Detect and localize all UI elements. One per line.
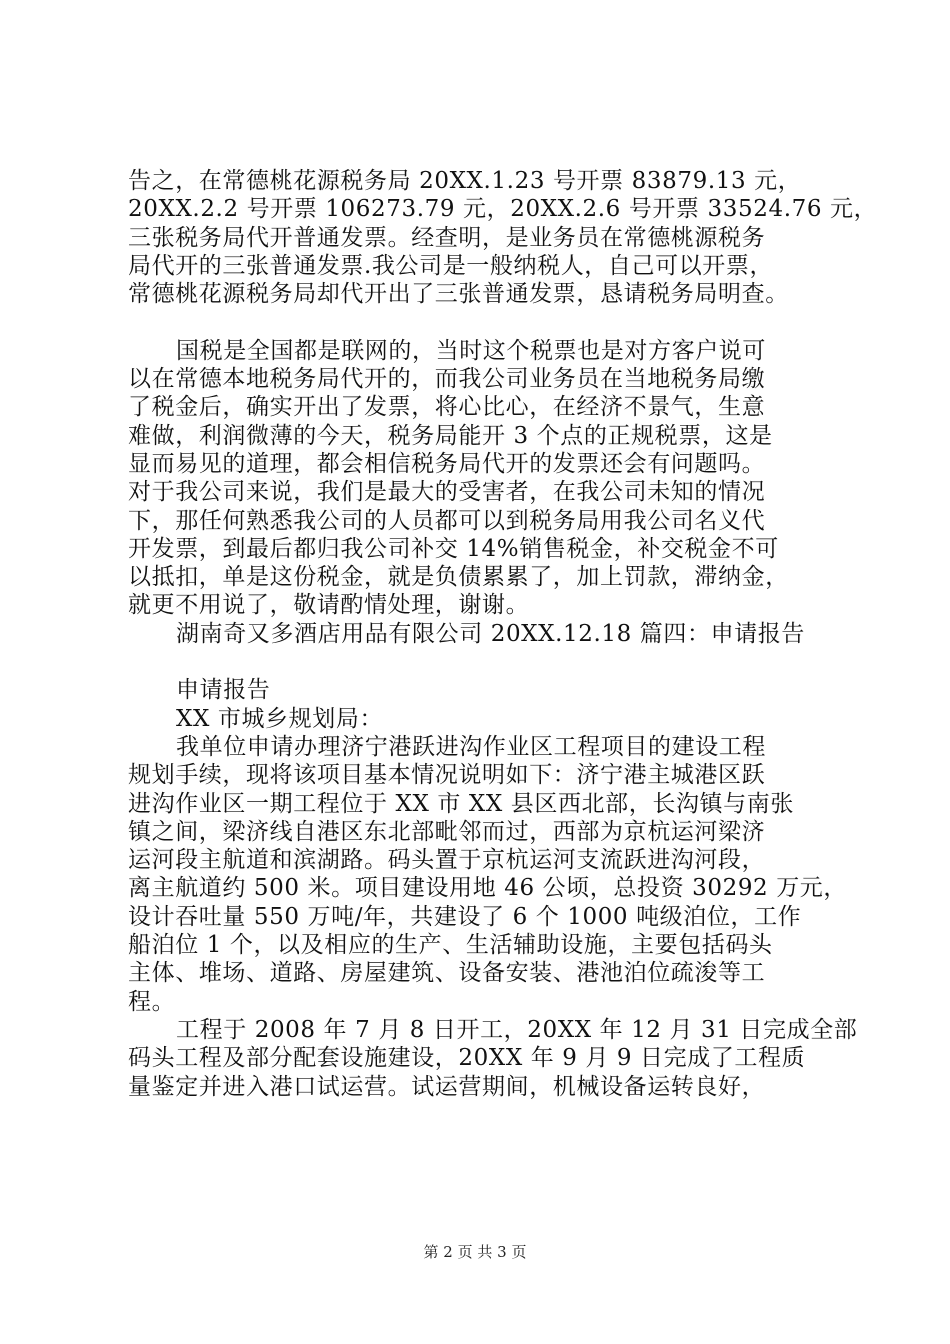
text-line: 运河段主航道和滨湖路。码头置于京杭运河支流跃进沟河段， (128, 847, 766, 874)
text-line: 以抵扣，单是这份税金，就是负债累累了，加上罚款，滞纳金， (128, 564, 789, 591)
text-line: 工程于 2008 年 7 月 8 日开工，20XX 年 12 月 31 日完成全部 (176, 1016, 858, 1043)
text-line: 程。 (128, 988, 176, 1015)
paragraph-national-tax (128, 337, 848, 620)
signature-line: 湖南奇又多酒店用品有限公司 20XX.12.18 篇四：申请报告 (176, 620, 805, 647)
text-line: 码头工程及部分配套设施建设，20XX 年 9 月 9 日完成了工程质 (128, 1045, 806, 1072)
text-line: 进沟作业区一期工程位于 XX 市 XX 县区西北部，长沟镇与南张 (128, 790, 794, 817)
text-line: 主体、堆场、道路、房屋建筑、设备安装、港池泊位疏浚等工 (128, 960, 766, 987)
text-line: 显而易见的道理，都会相信税务局代开的发票还会有问题吗。 (128, 450, 766, 477)
text-line: 下，那任何熟悉我公司的人员都可以到税务局用我公司名义代 (128, 507, 766, 534)
text-line: 规划手续，现将该项目基本情况说明如下：济宁港主城港区跃 (128, 762, 766, 789)
text-line: 常德桃花源税务局却代开出了三张普通发票，恳请税务局明查。 (128, 281, 789, 308)
text-line: 离主航道约 500 米。项目建设用地 46 公顷，总投资 30292 万元， (128, 875, 847, 902)
text-line: 开发票，到最后都归我公司补交 14%销售税金，补交税金不可 (128, 535, 779, 562)
text-line: 局代开的三张普通发票.我公司是一般纳税人，自己可以开票， (128, 252, 774, 279)
text-line: 就更不用说了，敬请酌情处理，谢谢。 (128, 592, 530, 619)
page-number-footer: 第 2 页 共 3 页 (423, 1243, 527, 1261)
text-line: 三张税务局代开普通发票。经查明，是业务员在常德桃源税务 (128, 224, 766, 251)
text-line: 以在常德本地税务局代开的，而我公司业务员在当地税务局缴 (128, 366, 766, 393)
text-line: 量鉴定并进入港口试运营。试运营期间，机械设备运转良好， (128, 1073, 766, 1100)
text-line: 我单位申请办理济宁港跃进沟作业区工程项目的建设工程 (176, 733, 766, 760)
text-line: 难做，利润微薄的今天，税务局能开 3 个点的正规税票，这是 (128, 422, 773, 449)
paragraph-construction-progress (128, 1016, 858, 1101)
text-line: 设计吞吐量 550 万吨/年，共建设了 6 个 1000 吨级泊位，工作 (128, 903, 802, 930)
text-line: 对于我公司来说，我们是最大的受害者，在我公司未知的情况 (128, 479, 766, 506)
paragraph-spacer (128, 308, 848, 336)
report-title: 申请报告 (176, 677, 271, 704)
paragraph-tax-invoices (128, 167, 878, 308)
text-line: 国税是全国都是联网的，当时这个税票也是对方客户说可 (176, 337, 766, 364)
paragraph-project-description (128, 733, 848, 1016)
addressee: XX 市城乡规划局： (176, 705, 384, 732)
text-line: 镇之间，梁济线自港区东北部毗邻而过，西部为京杭运河梁济 (128, 818, 766, 845)
paragraph-spacer (128, 648, 848, 676)
text-line: 了税金后，确实开出了发票，将心比心，在经济不景气，生意 (128, 394, 766, 421)
text-line: 告之，在常德桃花源税务局 20XX.1.23 号开票 83879.13 元， (128, 168, 802, 194)
text-line: 船泊位 1 个，以及相应的生产、生活辅助设施，主要包括码头 (128, 932, 773, 959)
document-body (128, 167, 878, 1101)
text-line: 20XX.2.2 号开票 106273.79 元，20XX.2.6 号开票 33524.76 元， (128, 196, 878, 223)
